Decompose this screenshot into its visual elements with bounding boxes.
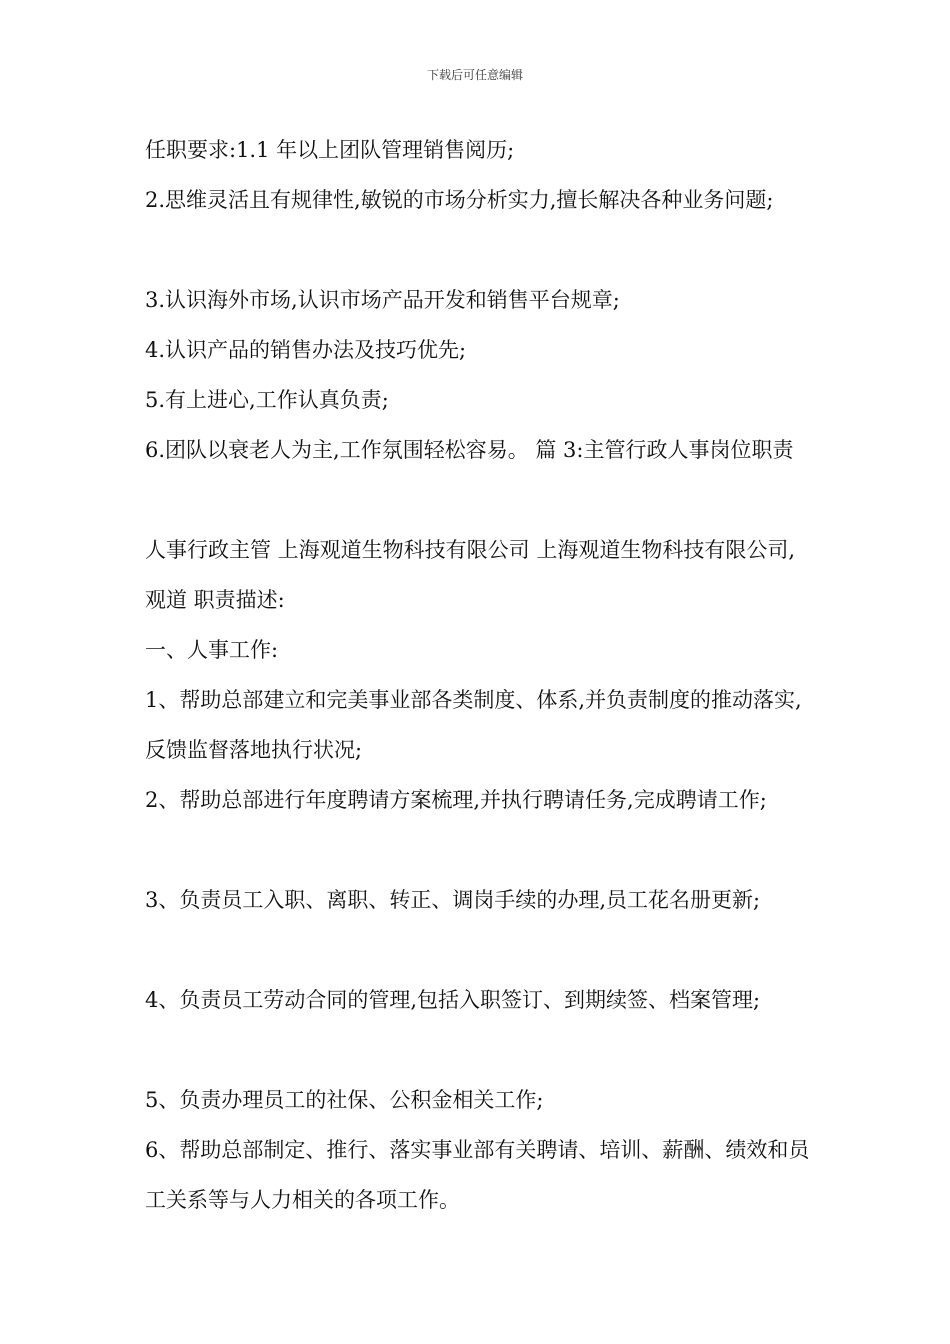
hr-duty-1: 1、帮助总部建立和完美事业部各类制度、体系,并负责制度的推动落实,反馈监督落地执行状况;	[145, 688, 802, 762]
hr-duty-5: 5、负责办理员工的社保、公积金相关工作;	[145, 1088, 544, 1112]
requirement-line-6: 6.团队以衰老人为主,工作氛围轻松容易。 篇 3:主管行政人事岗位职责	[145, 438, 794, 462]
job-title-company-line: 人事行政主管 上海观道生物科技有限公司 上海观道生物科技有限公司,观道 职责描述:	[145, 538, 796, 612]
page-header-note: 下载后可任意编辑	[426, 68, 523, 82]
hr-duty-4: 4、负责员工劳动合同的管理,包括入职签订、到期续签、档案管理;	[145, 988, 761, 1012]
requirement-line-5: 5.有上进心,工作认真负责;	[145, 388, 389, 412]
hr-duty-3: 3、负责员工入职、离职、转正、调岗手续的办理,员工花名册更新;	[145, 888, 761, 912]
section-heading-hr: 一、人事工作:	[145, 638, 279, 662]
requirement-line-1: 任职要求:1.1 年以上团队管理销售阅历;	[145, 138, 515, 162]
requirement-line-2: 2.思维灵活且有规律性,敏锐的市场分析实力,擅长解决各种业务问题;	[145, 188, 774, 212]
hr-duty-6: 6、帮助总部制定、推行、落实事业部有关聘请、培训、薪酬、绩效和员工关系等与人力相关的各项工作。	[145, 1138, 810, 1212]
requirement-line-3: 3.认识海外市场,认识市场产品开发和销售平台规章;	[145, 288, 620, 312]
requirement-line-4: 4.认识产品的销售办法及技巧优先;	[145, 338, 467, 362]
hr-duty-2: 2、帮助总部进行年度聘请方案梳理,并执行聘请任务,完成聘请工作;	[145, 788, 767, 812]
